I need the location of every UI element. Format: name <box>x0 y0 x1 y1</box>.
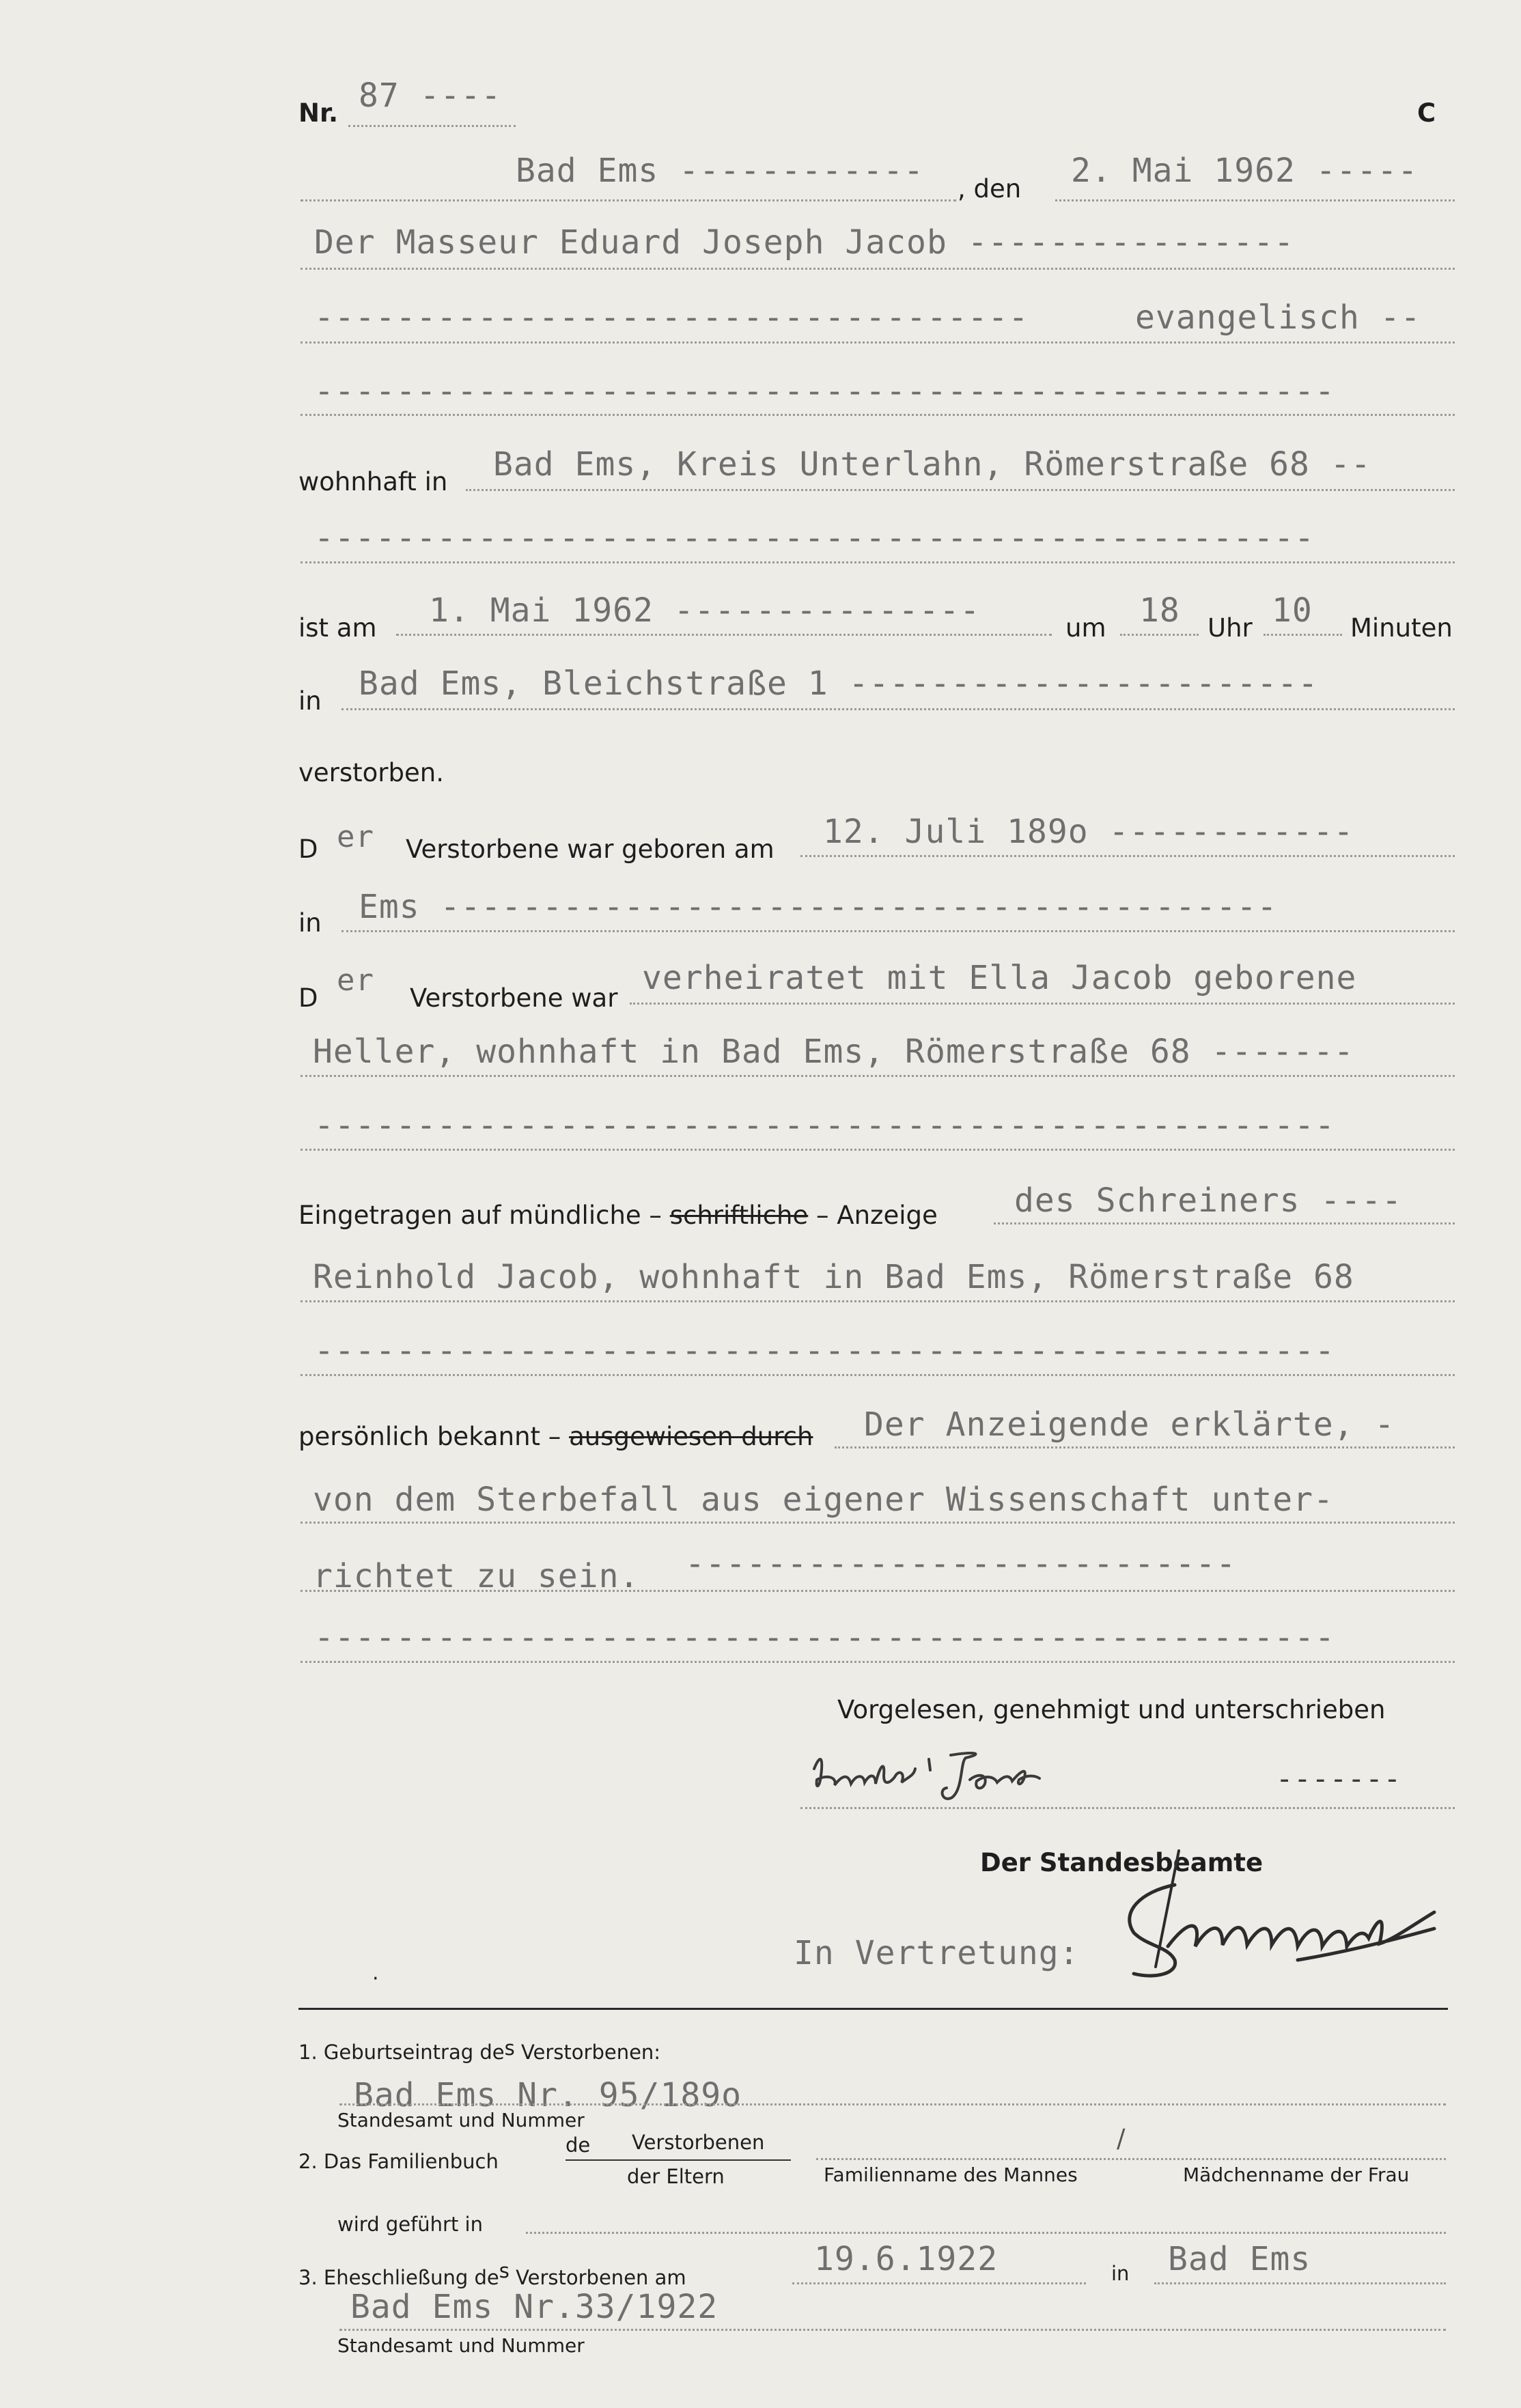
residence-line2-text: ------------------------------------------------- <box>314 519 1315 557</box>
birth-place-line <box>341 930 1455 932</box>
footer-item3-label-end: Verstorbenen am <box>516 2266 686 2289</box>
registration-label-end: – Anzeige <box>816 1201 938 1230</box>
footer-item1-label-end: Verstorbenen: <box>520 2041 661 2064</box>
uhr-label: Uhr <box>1208 613 1253 643</box>
death-date-line <box>396 634 1052 636</box>
dot-mark: · <box>372 1967 379 1991</box>
footer-item1-label <box>298 2036 661 2064</box>
residence-line2 <box>301 561 1455 563</box>
person-dashes: ----------------------------------- <box>314 298 1029 337</box>
informant-name-address: Reinhold Jacob, wohnhaft in Bad Ems, Römerstraße 68 <box>313 1258 1354 1296</box>
footer-item3-place-line <box>1154 2282 1446 2284</box>
marriage-date: 19.6.1922 <box>814 2240 999 2278</box>
known-label-start: persönlich bekannt – <box>298 1422 561 1451</box>
date-dotted-line <box>1055 199 1455 201</box>
deputy-label: In Vertretung: <box>794 1934 1080 1972</box>
hour-line <box>1120 634 1199 636</box>
marriage-line2-dots <box>301 1075 1455 1077</box>
wohnhaft-label: wohnhaft in <box>298 467 448 496</box>
declaration-line3: richtet zu sein. <box>313 1557 640 1595</box>
birth-text: Verstorbene war geboren am <box>406 835 775 864</box>
marriage-line2: Heller, wohnhaft in Bad Ems, Römerstraße 68 ------- <box>313 1033 1354 1071</box>
declaration-line2: von dem Sterbefall aus eigener Wissenschaft unter- <box>313 1481 1334 1519</box>
person-line3 <box>301 414 1455 416</box>
minutes-line <box>1264 634 1342 636</box>
um-label: um <box>1065 613 1106 643</box>
footer-item3-date-line <box>792 2282 1086 2284</box>
registrar-signature <box>1093 1844 1455 1987</box>
marriage-place: Bad Ems <box>1168 2240 1311 2278</box>
known-line3-dots <box>301 1590 1455 1592</box>
standesamt-label-1: Standesamt und Nummer <box>337 2109 585 2131</box>
registration-line3-dots <box>301 1374 1455 1376</box>
informant-occupation: des Schreiners ---- <box>1014 1181 1403 1220</box>
footer-item2-slash: / <box>1117 2124 1126 2153</box>
religion: evangelisch -- <box>1135 298 1421 337</box>
birth-d-label: D <box>298 835 318 864</box>
residence-address: Bad Ems, Kreis Unterlahn, Römerstraße 68 -- <box>493 445 1371 484</box>
den-label: , den <box>958 174 1022 204</box>
birth-er: er <box>337 820 374 854</box>
person-line3-text: -------------------------------------------------- <box>314 372 1335 410</box>
registry-place: Bad Ems ------------ <box>516 152 924 190</box>
birth-in-label: in <box>298 908 322 938</box>
registration-line2-dots <box>301 1300 1455 1302</box>
footer-wird-gefuehrt-line <box>526 2232 1446 2234</box>
wird-gefuehrt-label: wird geführt in <box>337 2213 483 2236</box>
declaration-line1: Der Anzeigende erklärte, - <box>864 1405 1395 1444</box>
footer-item2-verstorbenen: Verstorbenen <box>632 2131 765 2154</box>
known-line4-dots <box>301 1661 1455 1663</box>
nr-dotted-line <box>348 125 516 127</box>
footer-item1-label-start: 1. Geburtseintrag de <box>298 2041 505 2064</box>
death-in-label: in <box>298 686 322 716</box>
footer-item2-label: 2. Das Familienbuch <box>298 2150 499 2173</box>
footer-item3-s: s <box>499 2259 510 2282</box>
marriage-d-label: D <box>298 983 318 1013</box>
footer-item2-de: de <box>566 2133 591 2157</box>
form-letter: C <box>1417 98 1436 128</box>
person-line1 <box>301 268 1455 270</box>
registration-struck-text: schriftliche <box>669 1201 809 1230</box>
registration-label <box>298 1201 938 1230</box>
place-dotted-line <box>301 199 956 201</box>
footer-item2-eltern: der Eltern <box>627 2165 725 2188</box>
marriage-record-number: Bad Ems Nr.33/1922 <box>350 2288 718 2326</box>
familienname-label: Familienname des Mannes <box>824 2164 1078 2186</box>
registration-line3: -------------------------------------------------- <box>314 1332 1335 1370</box>
death-place: Bad Ems, Bleichstraße 1 ----------------------- <box>359 664 1319 703</box>
footer-item1-line <box>339 2103 1446 2105</box>
known-line2-dots <box>301 1522 1455 1524</box>
deceased-name: Der Masseur Eduard Joseph Jacob ---------------- <box>314 223 1295 262</box>
birth-record-number: Bad Ems Nr. 95/189o <box>354 2076 742 2114</box>
residence-line1 <box>466 489 1455 491</box>
informant-dashes: ------- <box>1276 1762 1402 1795</box>
birth-date-line <box>800 855 1455 857</box>
standesamt-label-3: Standesamt und Nummer <box>337 2334 585 2357</box>
informant-signature <box>799 1735 1291 1810</box>
registration-line1-dots <box>994 1222 1455 1224</box>
footer-item2-fraction-line <box>566 2159 791 2161</box>
footer-item2-line <box>816 2158 1446 2160</box>
marriage-line3-dots <box>301 1149 1455 1151</box>
marriage-er: er <box>337 963 374 998</box>
declaration-line4: -------------------------------------------------- <box>314 1619 1335 1657</box>
birth-place: Ems ----------------------------------------- <box>359 888 1278 926</box>
footer-item3-label <box>298 2259 686 2289</box>
ist-am-label: ist am <box>298 613 377 643</box>
footer-item1-s: s <box>504 2036 515 2060</box>
registry-date: 2. Mai 1962 ----- <box>1071 152 1419 190</box>
marriage-line1-dots <box>630 1003 1455 1005</box>
marriage-line1: verheiratet mit Ella Jacob geborene <box>642 959 1357 997</box>
person-line2 <box>301 341 1455 344</box>
marriage-text: Verstorbene war <box>410 983 618 1013</box>
known-struck-text: ausgewiesen durch <box>569 1422 813 1451</box>
birth-date: 12. Juli 189o ------------ <box>823 813 1354 851</box>
verstorben-label: verstorben. <box>298 758 444 787</box>
minuten-label: Minuten <box>1350 613 1453 643</box>
registration-label-start: Eingetragen auf mündliche – <box>298 1201 662 1230</box>
registrar-title: Der Standesbeamte <box>980 1848 1264 1877</box>
declaration-line3-dashes: --------------------------- <box>685 1545 1237 1583</box>
maedchenname-label: Mädchenname der Frau <box>1183 2164 1410 2186</box>
footer-divider <box>298 2008 1448 2010</box>
death-place-line <box>341 708 1455 710</box>
informant-signature-line <box>800 1807 1455 1809</box>
known-label <box>298 1422 813 1451</box>
footer-item3-in: in <box>1111 2262 1130 2285</box>
death-minutes: 10 <box>1272 591 1313 630</box>
known-line1-dots <box>835 1446 1455 1448</box>
death-hour: 18 <box>1139 591 1180 630</box>
footer-item3-label-start: 3. Eheschließung de <box>298 2266 499 2289</box>
record-number: 87 ---- <box>359 76 502 115</box>
death-date: 1. Mai 1962 --------------- <box>429 591 981 630</box>
read-approved-label: Vorgelesen, genehmigt und unterschrieben <box>837 1695 1386 1724</box>
nr-label: Nr. <box>298 98 338 128</box>
marriage-line3: -------------------------------------------------- <box>314 1106 1335 1145</box>
footer-item3-line <box>339 2329 1446 2331</box>
